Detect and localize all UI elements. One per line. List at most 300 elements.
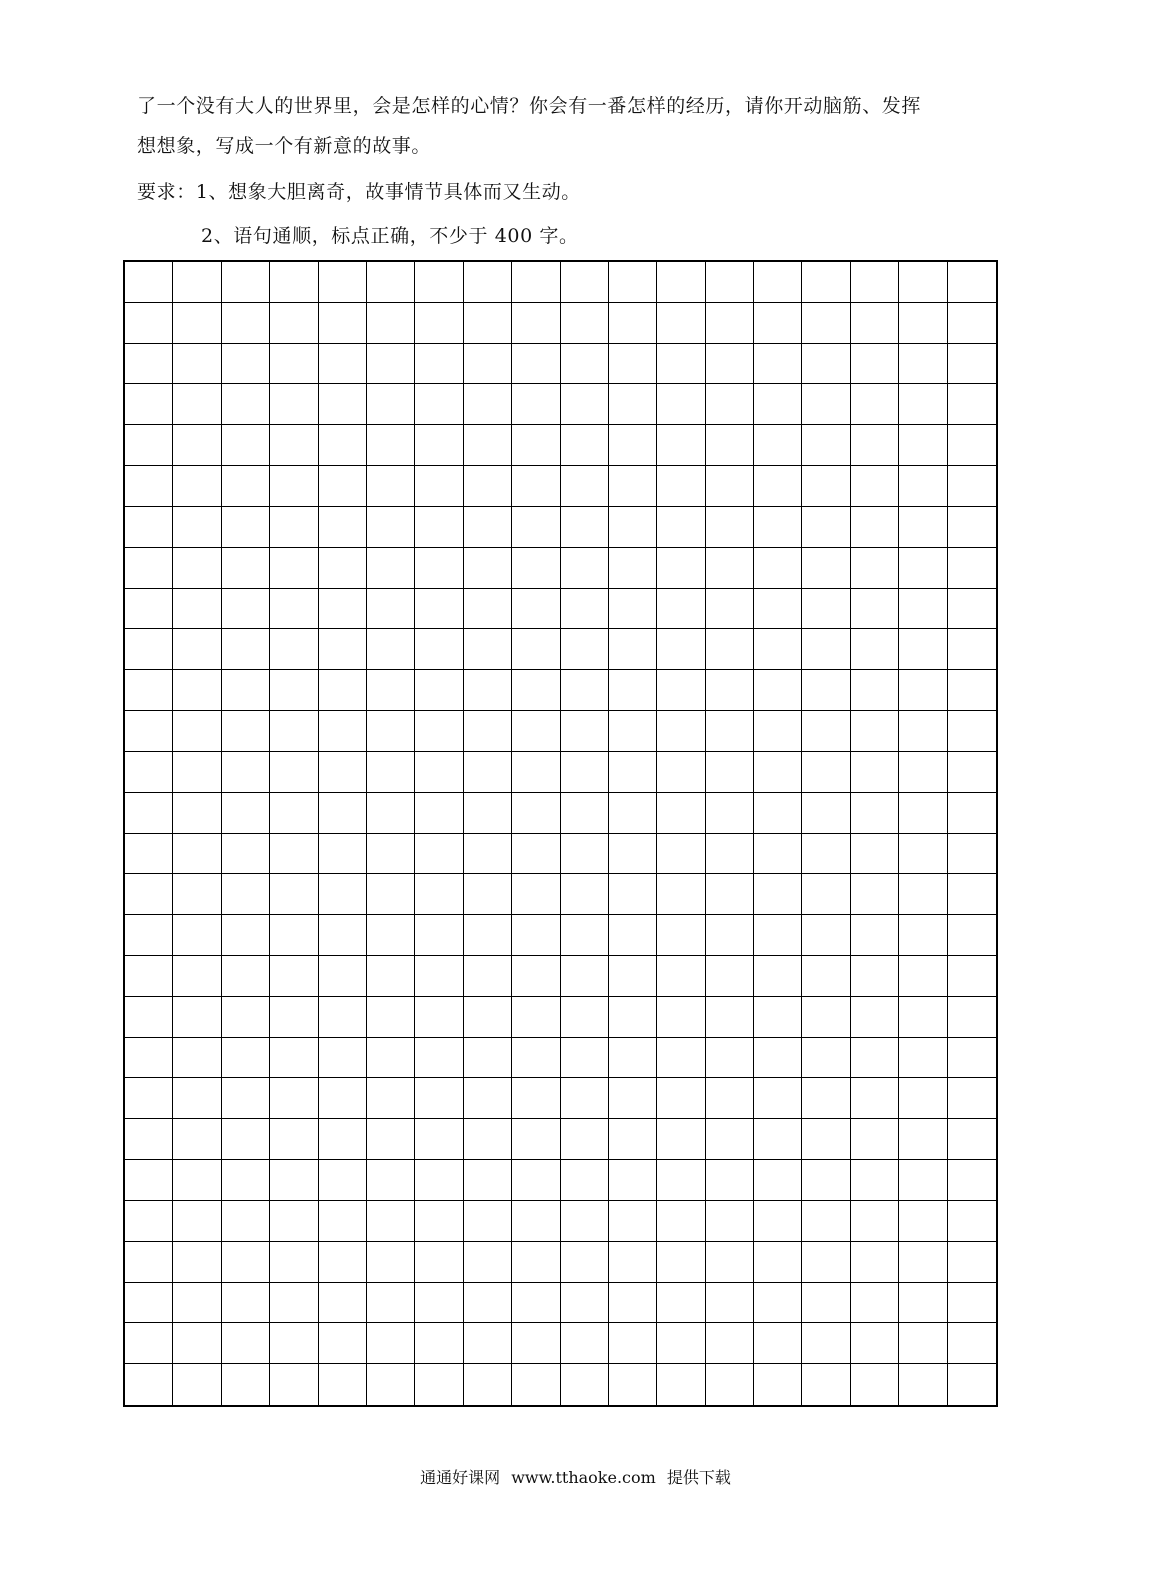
grid-cell [609, 425, 657, 466]
grid-cell [754, 548, 802, 589]
grid-cell [561, 344, 609, 385]
grid-cell [561, 1283, 609, 1324]
grid-cell [948, 507, 996, 548]
grid-cell [319, 507, 367, 548]
grid-cell [851, 507, 899, 548]
grid-cell [754, 752, 802, 793]
grid-cell [125, 466, 173, 507]
grid-cell [657, 303, 705, 344]
grid-cell [415, 629, 463, 670]
grid-cell [851, 670, 899, 711]
grid-cell [561, 384, 609, 425]
requirements-label: 要求： [137, 181, 196, 203]
grid-cell [125, 1160, 173, 1201]
grid-cell [899, 548, 947, 589]
grid-cell [319, 344, 367, 385]
grid-cell [319, 997, 367, 1038]
grid-cell [609, 262, 657, 303]
grid-cell [609, 1160, 657, 1201]
grid-cell [125, 834, 173, 875]
grid-cell [222, 507, 270, 548]
grid-cell [754, 915, 802, 956]
grid-cell [125, 670, 173, 711]
grid-cell [706, 1364, 754, 1405]
grid-cell [899, 834, 947, 875]
grid-cell [706, 1038, 754, 1079]
grid-cell [173, 384, 221, 425]
grid-cell [948, 425, 996, 466]
grid-cell [319, 1038, 367, 1079]
grid-cell [754, 711, 802, 752]
grid-cell [367, 466, 415, 507]
grid-cell [512, 425, 560, 466]
grid-cell [222, 670, 270, 711]
grid-cell [561, 997, 609, 1038]
grid-cell [802, 874, 850, 915]
grid-cell [367, 507, 415, 548]
grid-cell [464, 1078, 512, 1119]
grid-cell [706, 1160, 754, 1201]
grid-cell [222, 262, 270, 303]
grid-cell [319, 834, 367, 875]
grid-cell [512, 507, 560, 548]
grid-cell [173, 752, 221, 793]
grid-cell [415, 1160, 463, 1201]
grid-cell [706, 1201, 754, 1242]
grid-cell [173, 548, 221, 589]
grid-cell [319, 425, 367, 466]
grid-cell [270, 303, 318, 344]
grid-cell [222, 1078, 270, 1119]
grid-cell [173, 466, 221, 507]
grid-cell [561, 629, 609, 670]
grid-cell [657, 548, 705, 589]
grid-cell [125, 915, 173, 956]
grid-cell [657, 834, 705, 875]
grid-cell [754, 425, 802, 466]
grid-cell [754, 629, 802, 670]
grid-cell [319, 466, 367, 507]
grid-cell [319, 303, 367, 344]
grid-cell [512, 752, 560, 793]
grid-cell [609, 1201, 657, 1242]
grid-cell [802, 303, 850, 344]
grid-cell [319, 793, 367, 834]
grid-cell [125, 1201, 173, 1242]
grid-cell [561, 1201, 609, 1242]
grid-cell [367, 834, 415, 875]
grid-cell [270, 874, 318, 915]
grid-cell [948, 711, 996, 752]
grid-cell [657, 262, 705, 303]
grid-cell [948, 834, 996, 875]
grid-cell [561, 793, 609, 834]
grid-cell [270, 1201, 318, 1242]
grid-cell [706, 1242, 754, 1283]
grid-cell [609, 670, 657, 711]
grid-cell [512, 629, 560, 670]
grid-cell [802, 589, 850, 630]
grid-cell [173, 629, 221, 670]
grid-cell [609, 793, 657, 834]
grid-cell [851, 1242, 899, 1283]
grid-cell [657, 752, 705, 793]
grid-cell [125, 1242, 173, 1283]
grid-cell [802, 262, 850, 303]
grid-cell [561, 711, 609, 752]
grid-cell [948, 874, 996, 915]
grid-cell [609, 915, 657, 956]
grid-cell [899, 384, 947, 425]
grid-cell [464, 1242, 512, 1283]
grid-cell [464, 425, 512, 466]
grid-cell [270, 1242, 318, 1283]
prompt-line-1: 了一个没有大人的世界里，会是怎样的心情？你会有一番怎样的经历，请你开动脑筋、发挥 [137, 95, 922, 117]
grid-cell [222, 874, 270, 915]
grid-cell [319, 262, 367, 303]
grid-cell [222, 303, 270, 344]
grid-cell [561, 303, 609, 344]
grid-cell [512, 834, 560, 875]
grid-cell [754, 997, 802, 1038]
grid-cell [899, 1283, 947, 1324]
grid-cell [948, 262, 996, 303]
grid-cell [802, 670, 850, 711]
grid-cell [609, 1364, 657, 1405]
grid-cell [609, 874, 657, 915]
grid-cell [657, 874, 705, 915]
grid-cell [706, 834, 754, 875]
grid-cell [802, 548, 850, 589]
grid-cell [319, 384, 367, 425]
grid-cell [851, 425, 899, 466]
grid-cell [609, 629, 657, 670]
grid-cell [948, 1160, 996, 1201]
grid-cell [512, 1242, 560, 1283]
grid-cell [270, 915, 318, 956]
grid-cell [415, 956, 463, 997]
grid-cell [464, 834, 512, 875]
grid-cell [222, 1160, 270, 1201]
grid-cell [319, 670, 367, 711]
grid-cell [125, 384, 173, 425]
grid-cell [851, 711, 899, 752]
grid-cell [561, 670, 609, 711]
grid-cell [464, 507, 512, 548]
grid-cell [657, 1160, 705, 1201]
grid-cell [367, 1283, 415, 1324]
grid-cell [851, 1201, 899, 1242]
grid-cell [173, 670, 221, 711]
grid-cell [899, 1242, 947, 1283]
grid-cell [125, 303, 173, 344]
grid-cell [367, 670, 415, 711]
grid-cell [948, 1364, 996, 1405]
grid-cell [222, 711, 270, 752]
grid-cell [899, 793, 947, 834]
grid-cell [802, 1323, 850, 1364]
grid-cell [899, 874, 947, 915]
grid-cell [222, 752, 270, 793]
grid-cell [706, 262, 754, 303]
grid-cell [851, 793, 899, 834]
grid-cell [270, 752, 318, 793]
grid-cell [851, 1078, 899, 1119]
grid-cell [222, 548, 270, 589]
grid-cell [512, 466, 560, 507]
grid-cell [270, 997, 318, 1038]
grid-cell [802, 1078, 850, 1119]
grid-cell [173, 262, 221, 303]
grid-cell [270, 629, 318, 670]
grid-cell [899, 629, 947, 670]
grid-cell [464, 589, 512, 630]
grid-cell [415, 1323, 463, 1364]
grid-cell [948, 344, 996, 385]
grid-cell [512, 997, 560, 1038]
grid-cell [125, 1283, 173, 1324]
grid-cell [367, 1038, 415, 1079]
grid-cell [270, 262, 318, 303]
grid-cell [561, 956, 609, 997]
grid-cell [802, 752, 850, 793]
grid-cell [899, 344, 947, 385]
grid-cell [367, 1119, 415, 1160]
grid-cell [464, 874, 512, 915]
grid-cell [802, 915, 850, 956]
grid-cell [851, 874, 899, 915]
grid-cell [899, 589, 947, 630]
grid-cell [125, 997, 173, 1038]
grid-cell [319, 1160, 367, 1201]
grid-cell [173, 997, 221, 1038]
grid-cell [367, 425, 415, 466]
grid-cell [125, 711, 173, 752]
grid-cell [851, 915, 899, 956]
grid-cell [367, 997, 415, 1038]
grid-cell [512, 793, 560, 834]
grid-cell [561, 1160, 609, 1201]
grid-cell [319, 1201, 367, 1242]
grid-cell [851, 629, 899, 670]
grid-cell [270, 834, 318, 875]
grid-cell [609, 1119, 657, 1160]
grid-cell [319, 589, 367, 630]
grid-cell [173, 834, 221, 875]
grid-cell [367, 711, 415, 752]
grid-cell [125, 956, 173, 997]
grid-cell [851, 752, 899, 793]
grid-cell [657, 1201, 705, 1242]
grid-cell [270, 1283, 318, 1324]
grid-cell [706, 874, 754, 915]
grid-cell [270, 793, 318, 834]
grid-cell [948, 384, 996, 425]
grid-cell [899, 711, 947, 752]
grid-cell [899, 1038, 947, 1079]
grid-cell [464, 384, 512, 425]
grid-cell [657, 1038, 705, 1079]
footer-url: www.tthaoke.com [511, 1468, 656, 1487]
grid-cell [125, 507, 173, 548]
grid-cell [948, 589, 996, 630]
footer-note: 提供下载 [666, 1468, 731, 1487]
grid-cell [851, 1323, 899, 1364]
grid-cell [270, 670, 318, 711]
grid-cell [657, 1119, 705, 1160]
grid-cell [609, 466, 657, 507]
grid-cell [754, 793, 802, 834]
page-footer [0, 1467, 1151, 1489]
grid-cell [319, 1323, 367, 1364]
grid-cell [754, 956, 802, 997]
grid-cell [464, 1364, 512, 1405]
grid-cell [415, 670, 463, 711]
grid-cell [415, 834, 463, 875]
grid-cell [464, 1119, 512, 1160]
grid-cell [173, 1078, 221, 1119]
grid-cell [270, 1038, 318, 1079]
grid-cell [222, 344, 270, 385]
grid-cell [319, 711, 367, 752]
grid-cell [899, 303, 947, 344]
grid-cell [415, 384, 463, 425]
grid-cell [173, 1038, 221, 1079]
grid-cell [851, 1283, 899, 1324]
grid-cell [657, 425, 705, 466]
grid-cell [609, 711, 657, 752]
grid-cell [173, 507, 221, 548]
grid-cell [319, 1283, 367, 1324]
grid-cell [754, 466, 802, 507]
grid-cell [754, 670, 802, 711]
grid-cell [125, 629, 173, 670]
grid-cell [173, 1119, 221, 1160]
grid-cell [851, 1038, 899, 1079]
grid-cell [802, 1283, 850, 1324]
grid-cell [464, 793, 512, 834]
grid-cell [367, 915, 415, 956]
grid-cell [948, 752, 996, 793]
grid-cell [948, 303, 996, 344]
grid-cell [851, 262, 899, 303]
grid-cell [899, 752, 947, 793]
grid-cell [657, 1242, 705, 1283]
grid-cell [706, 1283, 754, 1324]
grid-cell [367, 1242, 415, 1283]
grid-cell [754, 1160, 802, 1201]
grid-cell [464, 629, 512, 670]
grid-cell [899, 1364, 947, 1405]
grid-cell [270, 1078, 318, 1119]
grid-cell [464, 548, 512, 589]
grid-cell [657, 344, 705, 385]
grid-cell [173, 1323, 221, 1364]
grid-cell [802, 997, 850, 1038]
grid-cell [657, 589, 705, 630]
grid-cell [851, 956, 899, 997]
grid-cell [561, 915, 609, 956]
grid-cell [802, 384, 850, 425]
grid-cell [464, 997, 512, 1038]
grid-cell [222, 834, 270, 875]
grid-cell [222, 384, 270, 425]
grid-cell [270, 1364, 318, 1405]
grid-cell [222, 997, 270, 1038]
grid-cell [948, 1323, 996, 1364]
grid-cell [609, 303, 657, 344]
grid-cell [222, 629, 270, 670]
grid-cell [415, 1201, 463, 1242]
grid-cell [609, 344, 657, 385]
grid-cell [125, 1119, 173, 1160]
grid-cell [948, 1119, 996, 1160]
grid-cell [802, 1242, 850, 1283]
prompt-line-2: 想想象，写成一个有新意的故事。 [137, 135, 432, 157]
grid-cell [754, 1242, 802, 1283]
grid-cell [173, 1283, 221, 1324]
grid-cell [464, 466, 512, 507]
grid-cell [415, 262, 463, 303]
grid-cell [464, 711, 512, 752]
grid-cell [706, 793, 754, 834]
grid-cell [512, 874, 560, 915]
grid-cell [754, 1119, 802, 1160]
grid-cell [319, 915, 367, 956]
grid-cell [415, 915, 463, 956]
grid-cell [173, 956, 221, 997]
grid-cell [561, 1323, 609, 1364]
grid-cell [415, 507, 463, 548]
grid-cell [415, 1078, 463, 1119]
writing-grid [123, 260, 998, 1407]
grid-cell [415, 548, 463, 589]
grid-cell [464, 262, 512, 303]
grid-cell [319, 1078, 367, 1119]
grid-cell [609, 834, 657, 875]
grid-cell [706, 507, 754, 548]
grid-cell [609, 997, 657, 1038]
grid-cell [754, 1323, 802, 1364]
grid-cell [706, 956, 754, 997]
requirement-2: 2、语句通顺，标点正确，不少于 400 字。 [201, 225, 579, 247]
grid-cell [270, 425, 318, 466]
grid-cell [512, 589, 560, 630]
requirement-item-1: 1、想象大胆离奇，故事情节具体而又生动。 [195, 181, 581, 203]
grid-cell [173, 1201, 221, 1242]
grid-cell [948, 629, 996, 670]
grid-cell [657, 507, 705, 548]
grid-cell [464, 956, 512, 997]
grid-cell [319, 874, 367, 915]
grid-cell [222, 793, 270, 834]
grid-cell [270, 956, 318, 997]
grid-cell [125, 344, 173, 385]
grid-cell [802, 425, 850, 466]
grid-cell [270, 548, 318, 589]
grid-cell [706, 548, 754, 589]
grid-cell [415, 997, 463, 1038]
grid-cell [270, 589, 318, 630]
grid-cell [657, 711, 705, 752]
grid-cell [512, 956, 560, 997]
grid-cell [561, 548, 609, 589]
grid-cell [754, 344, 802, 385]
grid-cell [173, 589, 221, 630]
grid-cell [802, 1364, 850, 1405]
grid-cell [415, 711, 463, 752]
grid-cell [173, 303, 221, 344]
